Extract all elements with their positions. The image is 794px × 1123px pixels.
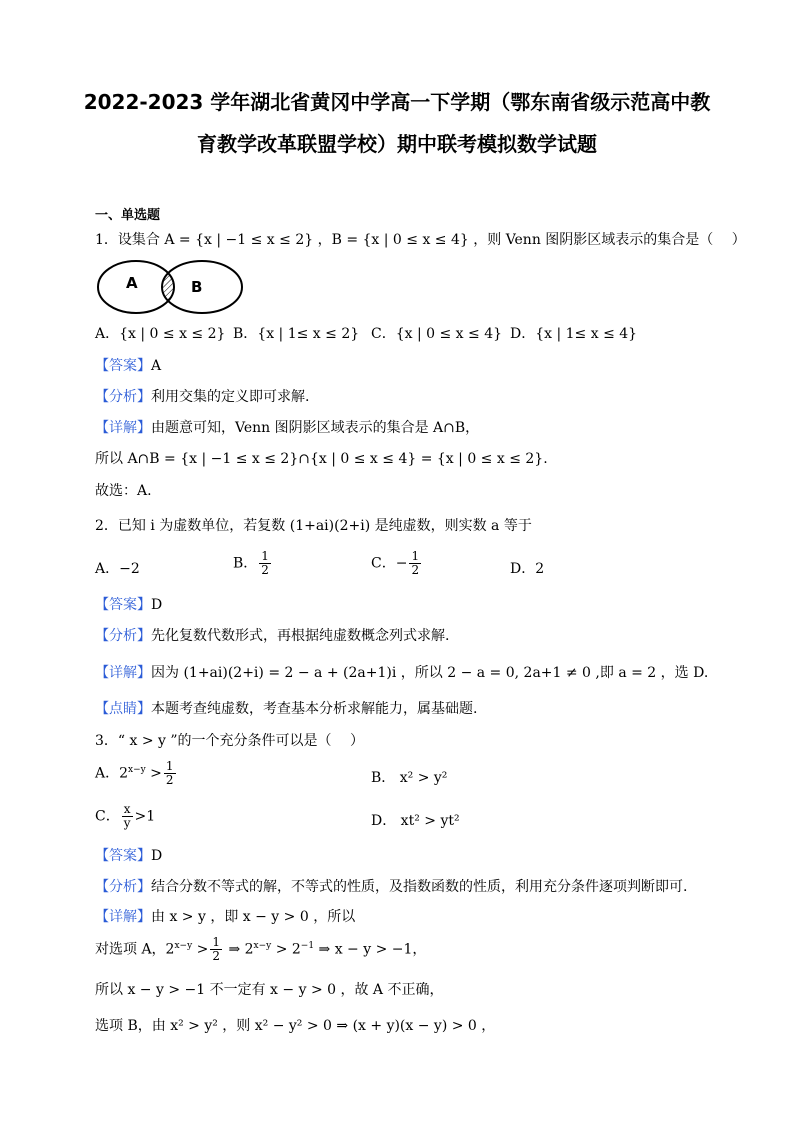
fraction [164,760,176,787]
q3-option-c-prefix: C． [95,808,120,825]
detail-text: 由题意可知，Venn 图阴影区域表示的集合是 A∩B， [151,420,480,436]
detail-text: 由 x > y ，即 x − y > 0 ，所以 [151,909,356,925]
q1-detail [95,417,479,437]
analysis-tag: 【分析】 [95,389,151,405]
section-heading: 一、单选题 [95,208,161,223]
denominator: 2 [411,563,420,577]
exponent: x−y [174,940,193,951]
q3-option-c-suffix: >1 [134,808,156,825]
denominator: 2 [165,773,174,787]
q2-stem: 2．已知 i 为虚数单位，若复数 (1+ai)(2+i) 是纯虚数，则实数 a 等于 [95,518,532,534]
q2-option-a: A．−2 [95,561,140,577]
line-a-rest3: ⇒ x − y > −1， [314,941,427,958]
note-tag: 【点睛】 [95,701,151,717]
line-a-rest2: > 2 [271,941,301,958]
denominator: 2 [212,949,220,963]
q1-detail-2: 所以 A∩B = {x | −1 ≤ x ≤ 2}∩{x | 0 ≤ x ≤ 4} = {x | 0 ≤ x ≤ 2}. [95,451,548,467]
fraction [122,803,133,830]
q2-detail [95,662,708,682]
venn-diagram [96,258,244,316]
q2-option-d: D．2 [510,561,545,577]
q2-option-c [371,550,423,577]
q1-option-a: A．{x | 0 ≤ x ≤ 2} [95,326,226,342]
q3-answer [95,845,162,865]
q1-analysis [95,386,309,406]
q1-option-b: B．{x | 1≤ x ≤ 2} [233,326,360,342]
denominator: 2 [261,563,269,577]
q3-line-a-2: 所以 x − y > −1 不一定有 x − y > 0 ，故 A 不正确， [95,982,444,998]
analysis-text: 先化复数代数形式，再根据纯虚数概念列式求解. [151,628,450,644]
line-a-rest1: ⇒ 2 [224,941,254,958]
answer-tag: 【答案】 [95,597,151,613]
q1-stem: 1．设集合 A = {x | −1 ≤ x ≤ 2} ，B = {x | 0 ≤ x ≤ 4} ，则 Venn 图阴影区域表示的集合是（ ） [95,232,746,248]
detail-text: 因为 (1+ai)(2+i) = 2 − a + (2a+1)i ，所以 2 − a = 0, 2a+1 ≠ 0 ,即 a = 2 ，选 D. [151,665,709,681]
line-a-prefix: 对选项 A，2 [95,941,175,958]
note-text: 本题考查纯虚数，考查基本分析求解能力，属基础题. [151,701,478,717]
denominator: y [123,816,131,830]
numerator: 1 [261,549,269,563]
q2-note [95,698,477,718]
q1-answer [95,355,161,375]
answer-value: D [151,597,163,613]
exponent: −1 [300,940,315,951]
detail-tag: 【详解】 [95,420,151,436]
fraction [259,550,271,577]
venn-label-b: B [191,278,203,296]
exponent: x−y [253,940,272,951]
q2-option-c-prefix: C．− [371,555,408,572]
numerator: x [123,802,131,816]
analysis-text: 结合分数不等式的解，不等式的性质，及指数函数的性质，利用充分条件逐项判断即可. [151,879,688,895]
analysis-text: 利用交集的定义即可求解. [151,389,310,405]
fraction [409,550,421,577]
q3-detail [95,906,355,926]
q2-analysis [95,625,449,645]
numerator: 1 [212,935,220,949]
q2-option-b-prefix: B． [233,555,258,572]
q3-option-b: B． x² > y² [371,770,448,786]
q1-option-d: D．{x | 1≤ x ≤ 4} [510,326,638,342]
numerator: 1 [411,549,420,563]
q3-option-d: D． xt² > yt² [371,813,460,829]
q2-answer [95,594,162,614]
q3-option-a-prefix: A．2 [95,765,129,782]
q3-option-a-mid: > [145,765,162,782]
q3-option-a [95,760,178,787]
title-line-1: 2022-2023 学年湖北省黄冈中学高一下学期（鄂东南省级示范高中教 [83,90,711,114]
analysis-tag: 【分析】 [95,879,151,895]
q3-analysis [95,876,687,896]
q1-conclusion: 故选：A. [95,483,152,499]
detail-tag: 【详解】 [95,665,151,681]
title-line-2: 育教学改革联盟学校）期中联考模拟数学试题 [197,132,597,156]
answer-tag: 【答案】 [95,848,151,864]
answer-value: A [151,358,162,374]
venn-label-a: A [126,274,138,292]
q1-option-c: C．{x | 0 ≤ x ≤ 4} [371,326,503,342]
answer-tag: 【答案】 [95,358,151,374]
fraction [210,936,222,963]
q3-line-option-b: 选项 B，由 x² > y² ，则 x² − y² > 0 ⇒ (x + y)(x − y) > 0 ， [95,1018,496,1034]
q2-option-b [233,550,273,577]
q3-line-option-a [95,936,426,963]
numerator: 1 [165,759,174,773]
exponent: x−y [128,764,146,775]
analysis-tag: 【分析】 [95,628,151,644]
q3-option-c [95,803,155,830]
detail-tag: 【详解】 [95,909,151,925]
line-a-mid: > [192,941,209,958]
answer-value: D [151,848,163,864]
q3-stem: 3．“ x > y ”的一个充分条件可以是（ ） [95,733,365,749]
